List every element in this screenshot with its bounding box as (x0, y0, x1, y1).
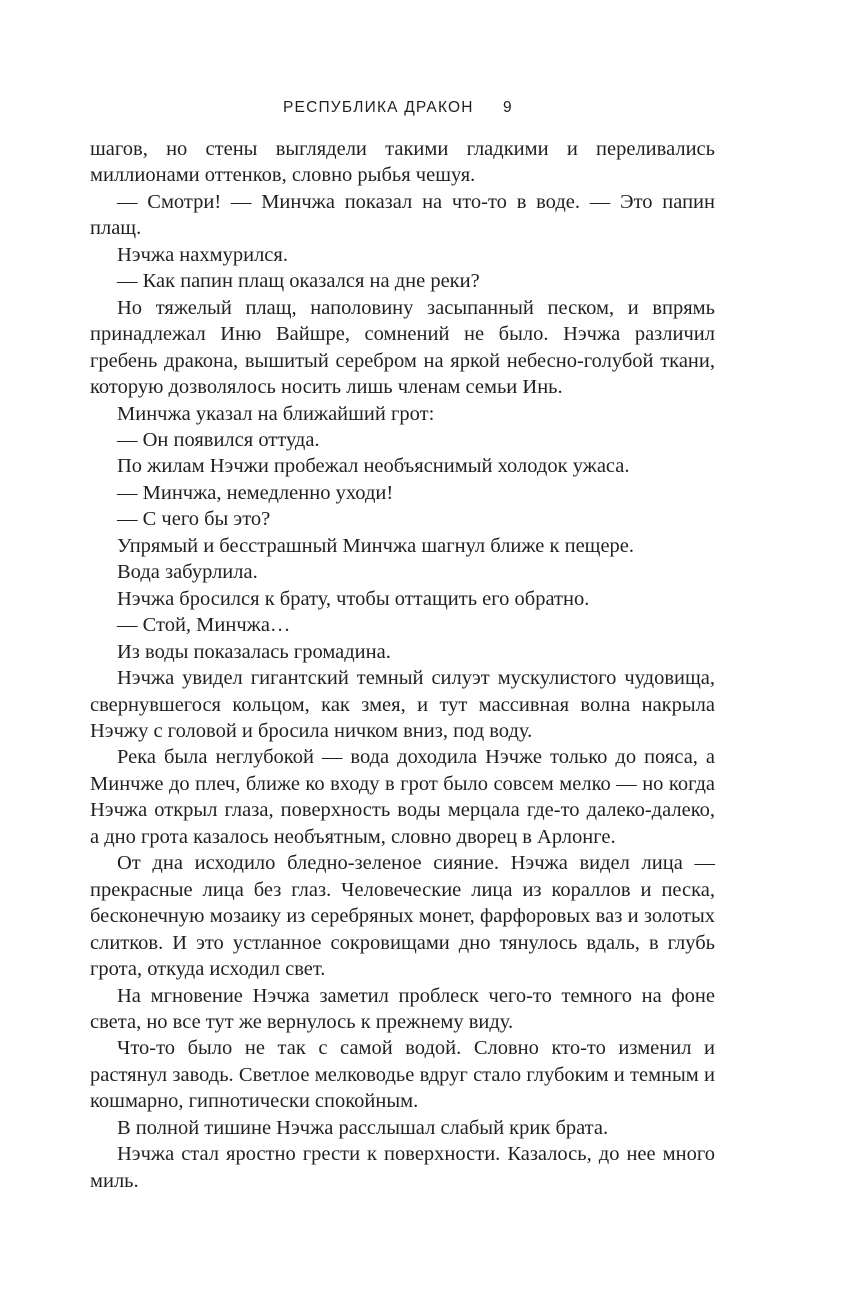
paragraph: Но тяжелый плащ, наполовину засыпанный песком, и впрямь принадлежал Иню Вайшре, сомнений не было. Нэчжа различил гребень дракона, вышитый серебром на яркой небесно-голубой ткани, которую дозволялось носить лишь членам семьи Инь. (90, 296, 715, 399)
paragraph: Река была неглубокой — вода доходила Нэчже только до пояса, а Минчже до плеч, ближе ко входу в грот было совсем мелко — но когда Нэчжа открыл глаза, поверхность воды мерцала где-то далеко-далеко, а дно грота казалось необъятным, словно дворец в Арлонге. (90, 746, 715, 848)
paragraph: — С чего бы это? (117, 508, 271, 531)
paragraph: От дна исходило бледно-зеленое сияние. Нэчжа видел лица — прекрасные лица без глаз. Человеческие лица из кораллов и песка, бесконечную мозаику из серебряных монет, фарфоровых ваз и золотых слитков. И это устланное сокровищами дно тянулось вдаль, в глубь грота, откуда исходил свет. (90, 852, 715, 981)
paragraph: Вода забурлила. (117, 561, 258, 584)
page-number: 9 (503, 99, 513, 116)
paragraph: — Минчжа, немедленно уходи! (117, 481, 394, 504)
paragraph: На мгновение Нэчжа заметил проблеск чего-то темного на фоне света, но все тут же вернулось к прежнему виду. (90, 984, 715, 1033)
paragraph: — Как папин плащ оказался на дне реки? (117, 270, 480, 293)
page-header (0, 96, 845, 122)
body-text (90, 136, 715, 1194)
paragraph: — Он появился оттуда. (117, 428, 320, 451)
paragraph: Из воды показалась громадина. (117, 640, 391, 663)
paragraph: Минчжа указал на ближайший грот: (117, 402, 435, 425)
paragraph: Что-то было не так с самой водой. Словно кто-то изменил и растянул заводь. Светлое мелководье вдруг стало глубоким и темным и кошмарно, гипнотически спокойным. (90, 1037, 715, 1113)
paragraph: Упрямый и бесстрашный Минчжа шагнул ближе к пещере. (117, 534, 635, 557)
paragraph: По жилам Нэчжи пробежал необъяснимый холодок ужаса. (117, 455, 630, 478)
paragraph: Нэчжа стал яростно грести к поверхности. Казалось, до нее много миль. (90, 1143, 715, 1192)
paragraph: — Смотри! — Минчжа показал на что-то в воде. — Это папин плащ. (90, 190, 715, 240)
paragraph: Нэчжа нахмурился. (117, 243, 288, 266)
paragraph: Нэчжа увидел гигантский темный силуэт мускулистого чудовища, свернувшегося кольцом, как змея, и тут массивная волна накрыла Нэчжу с головой и бросила ничком вниз, под воду. (90, 667, 715, 742)
paragraph: — Стой, Минчжа… (117, 614, 291, 637)
running-title: РЕСПУБЛИКА ДРАКОН (283, 99, 474, 116)
paragraph: В полной тишине Нэчжа расслышал слабый крик брата. (117, 1116, 609, 1139)
paragraph: шагов, но стены выглядели такими гладкими и переливались миллионами оттенков, словно рыбья чешуя. (90, 138, 715, 187)
paragraph: Нэчжа бросился к брату, чтобы оттащить его обратно. (117, 587, 590, 610)
